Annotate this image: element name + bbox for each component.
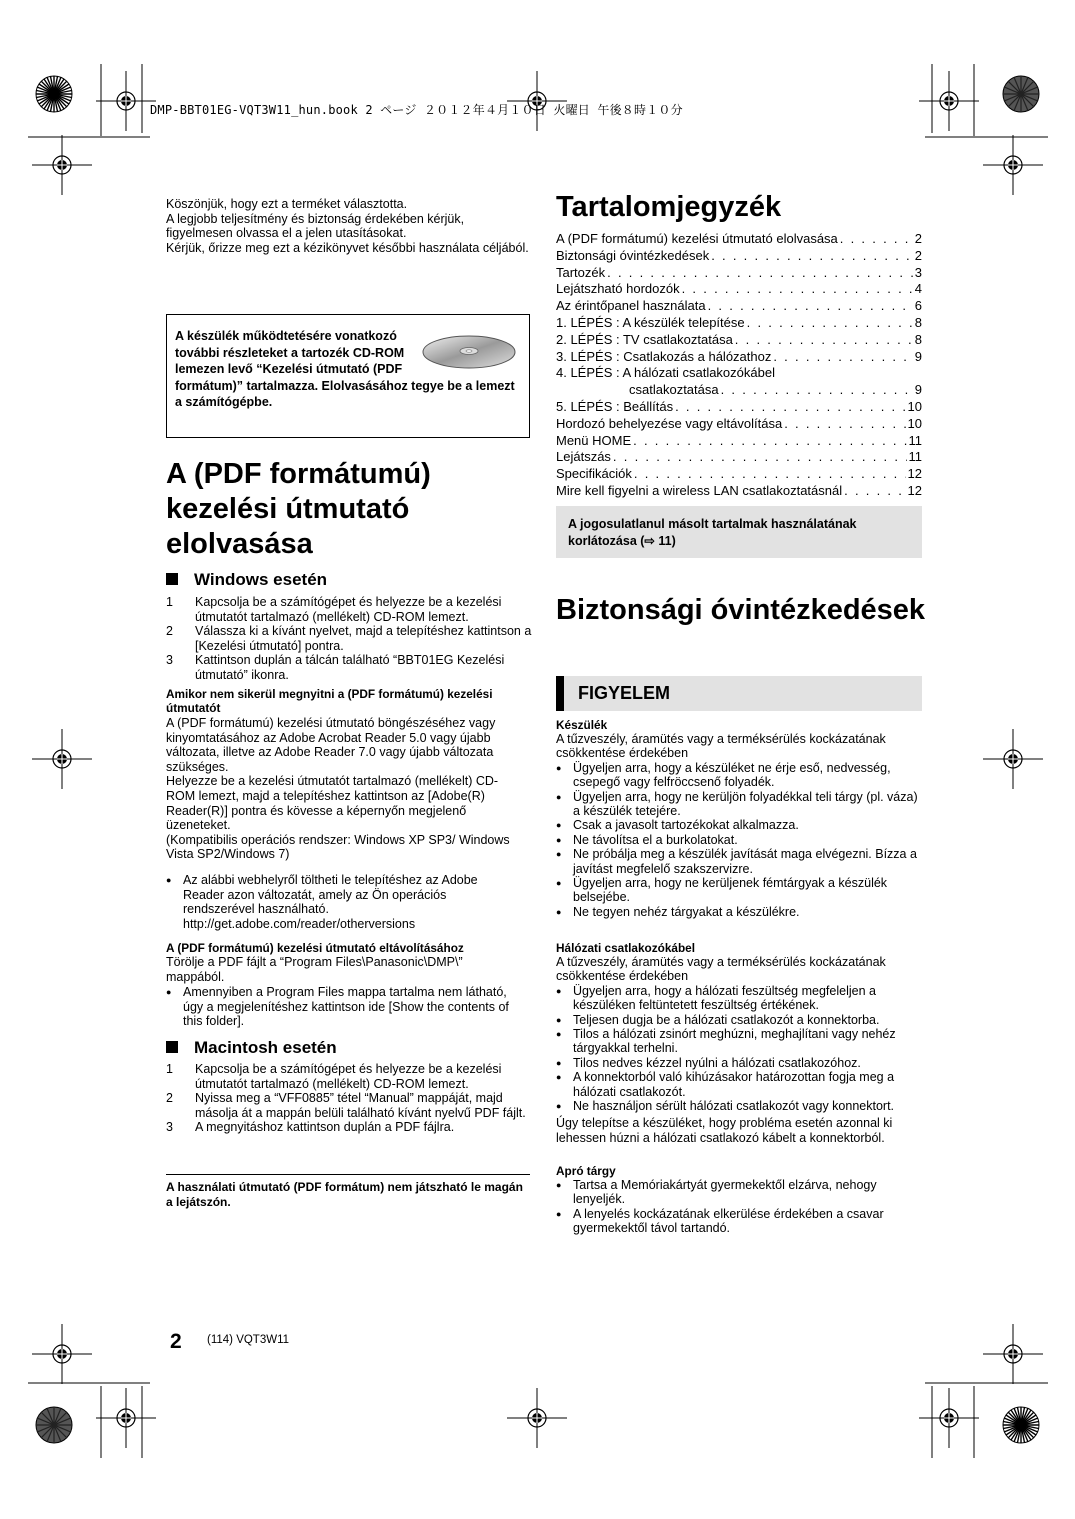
square-bullet-icon xyxy=(166,573,178,585)
toc-entry-title: 2. LÉPÉS : TV csatlakoztatása xyxy=(556,331,733,347)
list-item: ● Ügyeljen arra, hogy ne kerüljenek fémtárgyak a készülék belsejébe. xyxy=(556,876,922,905)
pdf-section-title: A (PDF formátumú) kezelési útmutató elolvasása xyxy=(166,458,431,560)
toc-entry-page: 12 xyxy=(907,466,922,482)
toc-dots xyxy=(773,349,912,366)
toc-entry-title: A (PDF formátumú) kezelési útmutató elolvasása xyxy=(556,231,838,246)
toc-dots xyxy=(675,399,905,416)
list-item xyxy=(166,595,532,624)
step-text: Válassza ki a kívánt nyelvet, majd a telepítéshez kattintson a [Kezelési útmutató] pontra. xyxy=(195,624,532,653)
cd-rom-note-box xyxy=(166,314,530,438)
toc-dots xyxy=(711,248,913,265)
list-item xyxy=(166,1091,532,1120)
list-item: ● Csak a javasolt tartozékokat alkalmazza. xyxy=(556,818,922,832)
toc-entry[interactable] xyxy=(556,298,922,315)
toc-dots xyxy=(735,332,913,349)
list-item: ● Ne tegyen nehéz tárgyakat a készülékre. xyxy=(556,905,922,919)
safety-device-section xyxy=(556,718,922,919)
toc-entry[interactable] xyxy=(556,332,922,349)
list-item: ● Amennyiben a Program Files mappa tartalma nem látható, úgy a megjelenítéshez kattintson ide [Show the contents of this folder]. xyxy=(166,985,516,1029)
step-number: 3 xyxy=(166,1120,173,1135)
page-number: 2 xyxy=(170,1330,182,1353)
list-item: ● Ne távolítsa el a burkolatokat. xyxy=(556,833,922,847)
list-item: ● A lenyelés kockázatának elkerülése érdekében a csavar gyermekektől távol tartandó. xyxy=(556,1207,922,1236)
cd-rom-note-label: A készülék működtetésére vonatkozó további részleteket a tartozék CD-ROM lemezen levő “Kezelési útmutató (PDF formátum)” tartalmazza. Elolvasásához tegye be a lemezt a számítógépbe. xyxy=(175,329,515,409)
divider xyxy=(166,1174,530,1175)
toc-entry-title: Lejátszás xyxy=(556,449,611,465)
adobe-download-link[interactable]: http://get.adobe.com/reader/otherversions xyxy=(183,916,416,931)
toc-entry[interactable] xyxy=(556,483,922,500)
list-item xyxy=(166,624,532,653)
toc-entry-title: Az érintőpanel használata xyxy=(556,298,706,314)
list-item xyxy=(166,1120,532,1135)
step-text: Kapcsolja be a számítógépet és helyezze be a kezelési útmutatót tartalmazó (mellékelt) CD-ROM lemezt. xyxy=(195,595,502,624)
toc-entry-page: 11 xyxy=(908,432,922,448)
list-item: ● Ne próbálja meg a készülék javítását maga elvégezni. Bízza a javítást megfelelő szakszervizre. xyxy=(556,847,922,876)
toc-entry-title: Biztonsági óvintézkedések xyxy=(556,247,710,263)
toc-entry[interactable] xyxy=(556,365,922,382)
cable-intro: A tűzveszély, áramütés vagy a terméksérülés kockázatának csökkentése érdekében xyxy=(556,955,886,984)
step-text: Nyissa meg a “VFF0885” tétel “Manual” mappáját, majd másolja át a mappán belüli található kívánt nyelvű PDF fájlt. xyxy=(195,1091,526,1120)
step-text: Kapcsolja be a számítógépet és helyezze be a kezelési útmutatót tartalmazó (mellékelt) CD-ROM lemezt. xyxy=(195,1062,502,1091)
toc-entry[interactable] xyxy=(556,248,922,265)
cable-outro: Úgy telepítse a készüléket, hogy probléma esetén azonnal ki lehessen húzni a hálózati csatlakozó kábelt a konnektorból. xyxy=(556,1116,893,1145)
toc-entry-page: 8 xyxy=(914,314,922,330)
list-item: ● Tilos a hálózati zsinórt meghúzni, meghajlítani vagy nehéz tárgyakkal terhelni. xyxy=(556,1027,922,1056)
windows-heading xyxy=(166,570,327,590)
toc-entry-page: 2 xyxy=(914,247,922,263)
toc-entry-page: 10 xyxy=(907,398,922,414)
toc-dots xyxy=(613,449,907,466)
cable-heading: Hálózati csatlakozókábel xyxy=(556,941,695,955)
list-item: ● Tilos nedves kézzel nyúlni a hálózati csatlakozóhoz. xyxy=(556,1056,922,1070)
toc-dots xyxy=(844,483,905,500)
toc-entry-title: Specifikációk xyxy=(556,466,632,482)
paragraph: A (PDF formátumú) kezelési útmutató böngészéséhez vagy kinyomtatásához az Adobe Acrobat Reader 5.0 vagy újabb változata, illetve az Adobe Reader 7.0 vagy újabb változata szükséges. xyxy=(166,716,496,774)
toc-entry-page: 3 xyxy=(914,264,922,280)
toc-entry-page: 6 xyxy=(914,298,922,314)
toc-entry-title: 1. LÉPÉS : A készülék telepítése xyxy=(556,314,745,330)
toc-dots xyxy=(633,433,906,450)
toc-entry[interactable] xyxy=(556,416,922,433)
list-item: ● Ne használjon sérült hálózati csatlakozót vagy konnektort. xyxy=(556,1099,922,1113)
list-item xyxy=(166,873,516,931)
toc-entry[interactable] xyxy=(556,382,922,399)
toc-entry-page: 11 xyxy=(908,449,922,465)
safety-title: Biztonsági óvintézkedések xyxy=(556,594,926,626)
toc-entry[interactable] xyxy=(556,265,922,282)
safety-small-parts-section xyxy=(556,1164,922,1236)
warning-banner xyxy=(556,676,922,711)
open-fail-text xyxy=(166,716,526,862)
intro-line: Kérjük, őrizze meg ezt a kézikönyvet későbbi használata céljából. xyxy=(166,240,529,255)
toc-entry-title: 4. LÉPÉS : A hálózati csatlakozókábel xyxy=(556,365,775,381)
list-item: ● Teljesen dugja be a hálózati csatlakozót a konnektorba. xyxy=(556,1013,922,1027)
step-number: 3 xyxy=(166,653,173,668)
toc-dots xyxy=(784,416,905,433)
toc-entry[interactable] xyxy=(556,349,922,366)
toc-entry-title: Tartozék xyxy=(556,264,606,280)
macintosh-heading xyxy=(166,1038,337,1058)
remove-list xyxy=(166,985,516,1029)
mac-steps xyxy=(166,1062,532,1135)
toc-entry[interactable] xyxy=(556,231,922,248)
intro-text xyxy=(166,197,531,255)
toc-dots xyxy=(747,315,913,332)
page-code: (114) VQT3W11 xyxy=(207,1334,290,1346)
print-header-line: DMP-BBT01EG-VQT3W11_hun.book 2 ページ ２０１２年４月１０日 火曜日 午後８時１０分 xyxy=(150,103,683,117)
list-item xyxy=(166,1062,532,1091)
paragraph: Helyezze be a kezelési útmutatót tartalmazó (mellékelt) CD-ROM lemezt, majd a telepítéshez kattintson az [Adobe(R) Reader(R)] pontra és kövesse a képernyőn megjelenő üzeneteket. xyxy=(166,774,499,833)
toc-dots xyxy=(634,466,906,483)
warning-label: FIGYELEM xyxy=(578,683,671,703)
toc-entry-page: 9 xyxy=(914,348,922,364)
intro-line: Köszönjük, hogy ezt a terméket választotta. xyxy=(166,197,408,211)
macintosh-heading-label: Macintosh esetén xyxy=(194,1038,337,1057)
copy-restriction-box xyxy=(556,506,922,558)
windows-heading-label: Windows esetén xyxy=(194,570,328,589)
intro-line: A legjobb teljesítmény és biztonság érdekében kérjük, figyelmesen olvassa el a jelen utasításokat. xyxy=(166,211,465,241)
step-number: 2 xyxy=(166,624,173,639)
toc-dots xyxy=(721,382,913,399)
copy-restriction-note: A jogosulatlanul másolt tartalmak használatának korlátozása (⇨ 11) xyxy=(568,517,857,548)
safety-cable-section xyxy=(556,941,922,1145)
toc-entry-title: csatlakoztatása xyxy=(629,382,719,398)
toc-entry-page: 9 xyxy=(914,382,922,398)
table-of-contents xyxy=(556,231,922,500)
toc-entry-page: 4 xyxy=(914,281,922,297)
list-item: ● Tartsa a Memóriakártyát gyermekektől elzárva, nehogy lenyeljék. xyxy=(556,1178,922,1207)
device-intro: A tűzveszély, áramütés vagy a terméksérülés kockázatának csökkentése érdekében xyxy=(556,732,886,761)
toc-entry-page: 2 xyxy=(914,231,922,246)
toc-entry-title: Mire kell figyelni a wireless LAN csatlakoztatásnál xyxy=(556,482,843,498)
pdf-playback-note: A használati útmutató (PDF formátum) nem játszható le magán a lejátszón. xyxy=(166,1180,523,1209)
toc-entry[interactable] xyxy=(556,315,922,332)
toc-entry[interactable] xyxy=(556,433,922,450)
warning-bar xyxy=(556,676,564,711)
step-number: 1 xyxy=(166,595,173,609)
list-item: ● Ügyeljen arra, hogy ne kerüljön folyadékkal teli tárgy (pl. váza) a készülék tetejére. xyxy=(556,790,922,819)
step-number: 1 xyxy=(166,1062,173,1076)
windows-steps xyxy=(166,595,532,683)
toc-entry[interactable] xyxy=(556,449,922,466)
cd-disc-icon xyxy=(421,334,517,370)
toc-entry[interactable] xyxy=(556,399,922,416)
toc-dots xyxy=(840,231,913,248)
remove-heading: A (PDF formátumú) kezelési útmutató eltávolításához xyxy=(166,941,464,955)
toc-entry-title: 5. LÉPÉS : Beállítás xyxy=(556,398,674,414)
toc-dots xyxy=(682,281,913,298)
cd-rom-note-text xyxy=(175,328,515,411)
toc-dots xyxy=(708,298,913,315)
toc-entry-page: 10 xyxy=(907,415,922,431)
adobe-download-text: Az alábbi webhelyről töltheti le telepítéshez az Adobe Reader azon változatát, amely az Ön operációs rendszerével használható. xyxy=(183,873,478,917)
toc-entry-page: 8 xyxy=(914,331,922,347)
adobe-download-list xyxy=(166,873,516,931)
step-text: A megnyitáshoz kattintson duplán a PDF fájlra. xyxy=(195,1120,455,1135)
small-parts-heading: Apró tárgy xyxy=(556,1164,616,1178)
toc-entry-page: 12 xyxy=(907,482,922,498)
list-item: ● Ügyeljen arra, hogy a hálózati feszültség megfeleljen a készüléken feltüntetett feszültség értékének. xyxy=(556,984,922,1013)
device-heading: Készülék xyxy=(556,718,608,732)
cable-bullets xyxy=(556,984,922,1114)
toc-entry[interactable] xyxy=(556,466,922,483)
small-parts-bullets xyxy=(556,1178,922,1236)
toc-entry[interactable] xyxy=(556,281,922,298)
step-text: Kattintson duplán a tálcán található “BBT01EG Kezelési útmutató” ikonra. xyxy=(195,653,505,682)
square-bullet-icon xyxy=(166,1041,178,1053)
list-item xyxy=(166,653,532,682)
toc-entry-title: Menü HOME xyxy=(556,432,632,448)
paragraph: (Kompatibilis operációs rendszer: Windows XP SP3/ Windows Vista SP2/Windows 7) xyxy=(166,832,510,862)
open-fail-heading: Amikor nem sikerül megnyitni a (PDF formátumú) kezelési útmutatót xyxy=(166,687,493,715)
toc-entry-title: Lejátszható hordozók xyxy=(556,281,680,297)
remove-text: Törölje a PDF fájlt a “Program Files\Panasonic\DMP\” mappából. xyxy=(166,955,463,984)
toc-entry-title: 3. LÉPÉS : Csatlakozás a hálózathoz xyxy=(556,348,772,364)
toc-dots xyxy=(607,265,913,282)
toc-entry-title: Hordozó behelyezése vagy eltávolítása xyxy=(556,415,783,431)
toc-title: Tartalomjegyzék xyxy=(556,191,782,223)
list-item: ● Ügyeljen arra, hogy a készüléket ne érje eső, nedvesség, csepegő vagy felfröccsenő folyadék. xyxy=(556,761,922,790)
step-number: 2 xyxy=(166,1091,173,1106)
device-bullets xyxy=(556,761,922,919)
list-item: ● A konnektorból való kihúzásakor határozottan fogja meg a hálózati csatlakozót. xyxy=(556,1070,922,1099)
